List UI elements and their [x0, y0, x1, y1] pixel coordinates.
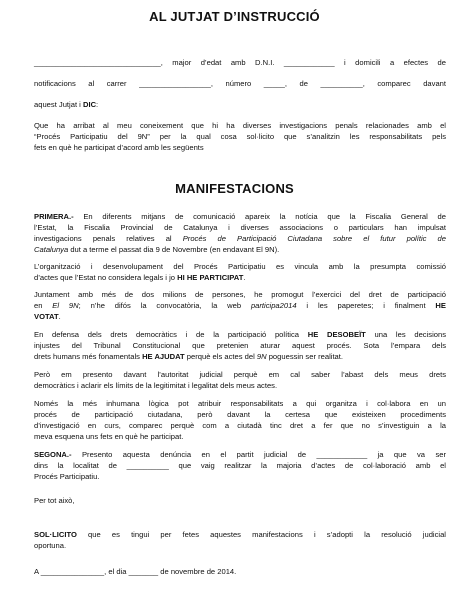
p5-line-2: democràtics i aclarir els límits de la legitimitat i legalitat dels meus actes.	[34, 381, 278, 390]
sollicito-line-2: oportuna.	[34, 541, 67, 550]
p2-line-2: d’actes que l’Estat no considera legals i jo HI HE PARTICIPAT.	[34, 273, 246, 282]
p5-line-1: Però em presento davant l’autoritat judicial perquè em cal saber l’abast dels meus drets	[34, 370, 446, 379]
primera-line-4: Catalunya dut a terme el passat dia 9 de Novembre (en endavant El 9N).	[34, 245, 280, 254]
que-line-3: fets en què he participat d’acord amb les següents	[34, 143, 204, 152]
closing-text: Per tot això,	[34, 496, 75, 505]
section-title: MANIFESTACIONS	[175, 181, 294, 196]
primera-line-2: l’Estat, la Fiscalia Provincial de Catalunya i diverses associacions o particulars han impulsat	[34, 223, 446, 232]
p3-line-3: VOTAT.	[34, 312, 61, 321]
intro-line-3: aquest Jutjat i DIC:	[34, 100, 99, 109]
p6-line-4: meva esquena uns fets en què he participat.	[34, 432, 184, 441]
que-line-2: “Procés Participatiu del 9N” per la qual cosa sol·licito que s’analitzin les responsabilitats pels	[34, 132, 446, 141]
p6-line-2: procés de participació ciutadana, però davant la certesa que existeixen procediments	[34, 410, 446, 419]
signature-line: A _______________, el dia _______ de novembre de 2014.	[34, 567, 237, 576]
p6-line-1: Només la més inhumana lògica pot atribuir responsabilitats a qui organitza i col·labora en un	[34, 399, 446, 408]
intro-line-2: notificacions al carrer _________________, número _____, de __________, comparec davant	[34, 79, 446, 88]
document-title: AL JUTJAT D’INSTRUCCIÓ	[149, 9, 320, 24]
segona-line-3: Procés Participatiu.	[34, 472, 100, 481]
segona-line-1: SEGONA.- Presento aquesta denúncia en el partit judicial de ____________ ja que va ser	[34, 450, 446, 459]
p4-line-1: En defensa dels drets democràtics i de la participació política HE DESOBEÏT una les decisions	[34, 330, 447, 339]
p6-line-3: d’investigació en curs, comparec perquè com a ciutadà tinc dret a fer que no s’investiguin a la	[34, 421, 446, 430]
segona-line-2: dins la localitat de __________ que vaig realitzar la majoria d’actes de col·laboració amb el	[34, 461, 446, 470]
primera-line-3: investigacions penals relatives al Procés de Participació Ciutadana sobre el futur polític de	[34, 234, 447, 243]
p4-line-3: drets humans més fonamentals HE AJUDAT perquè els actes del 9N poguessin ser realitat.	[34, 352, 343, 361]
intro-line-1: ______________________________, major d’edat amb D.N.I. ____________ i domicili a efectes de	[34, 58, 446, 67]
sollicito-line-1: SOL·LICITO que es tingui per fetes aquestes manifestacions i s’adopti la resolució judicial	[34, 530, 446, 539]
p4-line-2: injustes del Tribunal Constitucional que pretenien aturar aquest procés. Sota l’empara dels	[34, 341, 446, 350]
p3-line-1: Juntament amb més de dos milions de persones, he promogut l’exercici del dret de participació	[34, 290, 446, 299]
primera-line-1: PRIMERA.- En diferents mitjans de comunicació apareix la notícia que la Fiscalia General de	[34, 212, 446, 221]
que-line-1: Que ha arribat al meu coneixement que hi ha diverses investigacions penals relacionades amb el	[34, 121, 446, 130]
p2-line-1: L’organització i desenvolupament del Procés Participatiu es vincula amb la presumpta comissió	[34, 262, 446, 271]
p3-line-2: en El 9N; n’he difós la convocatòria, la web participa2014 i les paperetes; i finalment HE	[34, 301, 446, 310]
